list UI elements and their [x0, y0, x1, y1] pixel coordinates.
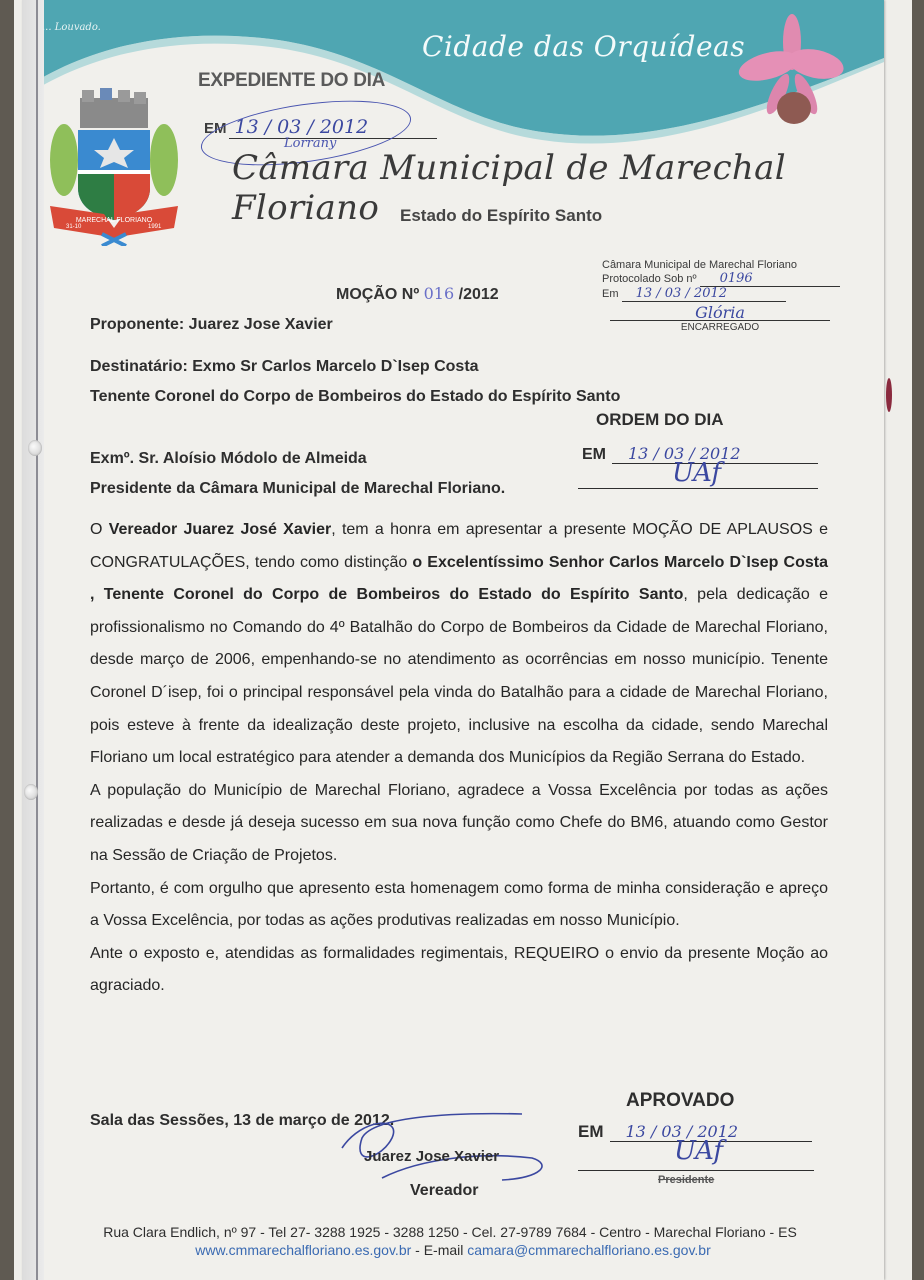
- website-link[interactable]: www.cmmarechalfloriano.es.gov.br: [195, 1242, 412, 1258]
- expediente-label: EXPEDIENTE DO DIA: [198, 70, 386, 91]
- crest-date-right: 1991: [148, 224, 162, 230]
- expediente-initials: Lorrany: [284, 136, 337, 151]
- city-title: Cidade das Orquídeas: [422, 30, 746, 63]
- ordem-date-handwritten: 13 / 03 / 2012: [612, 444, 818, 464]
- footer-contact: [22, 1242, 884, 1258]
- binder-edge: [22, 0, 44, 1280]
- ordem-signature-line: [578, 488, 818, 489]
- approved-em-label: EM: [578, 1122, 604, 1141]
- protocol-chamber: Câmara Municipal de Marechal Floriano: [602, 259, 798, 271]
- protocol-date: 13 / 03 / 2012: [622, 287, 786, 302]
- punch-hole: [24, 784, 38, 800]
- expediente-date-handwritten: 13 / 03 / 2012: [229, 116, 437, 139]
- recipient-line1: Destinatário: Exmo Sr Carlos Marcelo D`Isep Costa: [90, 358, 479, 375]
- protocol-signature: Glória: [610, 306, 830, 321]
- motion-title-prefix: MOÇÃO Nº: [336, 286, 420, 303]
- body-paragraph-2: A população do Município de Marechal Floriano, agradece a Vossa Excelência por todas as ações realizadas e desde já deseja sucesso em sua nova função como Chefe do BM6, atuando como Gestor na Sessão de Criação de Projetos.: [90, 781, 828, 864]
- crest-date-left: 31-10: [66, 224, 82, 230]
- coat-of-arms-icon: [44, 88, 184, 246]
- president-line2: Presidente da Câmara Municipal de Marechal Floriano.: [90, 480, 506, 497]
- motion-year: /2012: [458, 286, 499, 303]
- signer-role: Vereador: [410, 1182, 479, 1199]
- protocol-number: 0196: [700, 272, 840, 287]
- email-label: - E-mail: [411, 1242, 468, 1258]
- motion-title: [336, 284, 499, 304]
- protocol-role: ENCARREGADO: [680, 322, 760, 333]
- approved-signature: UAf: [674, 1136, 724, 1166]
- ordem-signature: UAf: [672, 458, 722, 488]
- approved-label: APROVADO: [626, 1090, 735, 1111]
- footer-address: Rua Clara Endlich, nº 97 - Tel 27- 3288 1925 - 3288 1250 - Cel. 27-9789 7684 - Centro - Marechal Floriano - ES: [103, 1224, 797, 1240]
- body-paragraph-4: Ante o exposto e, atendidas as formalidades regimentais, REQUEIRO o envio da presente Moção ao agraciado.: [90, 944, 828, 995]
- paper-clip-mark: [886, 378, 892, 412]
- ordem-em-label: EM: [582, 446, 606, 463]
- expediente-em-label: EM: [204, 120, 227, 137]
- approved-signature-line: [578, 1170, 814, 1171]
- motion-number: 016: [423, 284, 455, 303]
- ordem-do-dia-label: ORDEM DO DIA: [596, 410, 724, 429]
- president-line1: Exmº. Sr. Aloísio Módolo de Almeida: [90, 450, 367, 467]
- state-subtitle: Estado do Espírito Santo: [400, 206, 603, 225]
- chamber-title: Câmara Municipal de Marechal Floriano: [232, 148, 786, 228]
- body-paragraph-1: O Vereador Juarez José Xavier, tem a honra em apresentar a presente MOÇÃO DE APLAUSOS e CONGRATULAÇÕES, tendo como distinção o Excelentíssimo Senhor Carlos Marcelo D`Isep Costa , Tenente Coronel do Corpo de Bombeiros do Estado do Espírito Santo, pela dedicação e profissionalismo no Comando do 4º Batalhão do Corpo de Bombeiros da Cidade de Marechal Floriano, desde março de 2006, empenhando-se no atendimento as ocorrências em nosso município. Tenente Coronel D´isep, foi o principal responsável pela vinda do Batalhão para a cidade de Marechal Floriano, pois esteve à frente da idealização deste projeto, inclusive na escolha da cidade, sendo Marechal Floriano um local estratégico para atender a demanda dos Municípios da Região Serrana do Estado.: [90, 521, 829, 767]
- email-link[interactable]: camara@cmmarechalfloriano.es.gov.br: [467, 1242, 711, 1258]
- punch-hole: [28, 440, 42, 456]
- protocol-label: Protocolado Sob nº: [602, 273, 697, 285]
- motion-body: [90, 514, 828, 1003]
- protocol-stamp: [602, 258, 852, 335]
- header-slogan: ... Louvado.: [42, 22, 101, 33]
- signer-name: Juarez Jose Xavier: [364, 1148, 500, 1165]
- proponent: Proponente: Juarez Jose Xavier: [90, 316, 333, 333]
- approved-date-handwritten: 13 / 03 / 2012: [610, 1122, 812, 1142]
- place-date: Sala das Sessões, 13 de março de 2012.: [90, 1112, 395, 1129]
- crest-text: MARECHAL FLORIANO: [75, 217, 153, 224]
- orchid-icon: [734, 8, 844, 128]
- protocol-em-label: Em: [602, 288, 619, 300]
- approved-role: Presidente: [658, 1174, 715, 1186]
- recipient-line2: Tenente Coronel do Corpo de Bombeiros do Estado do Espírito Santo: [90, 388, 621, 405]
- body-paragraph-3: Portanto, é com orgulho que apresento esta homenagem como forma de minha consideração e apreço a Vossa Excelência, por todas as ações produtivas realizadas em nosso Município.: [90, 879, 828, 930]
- document-page: [22, 0, 884, 1280]
